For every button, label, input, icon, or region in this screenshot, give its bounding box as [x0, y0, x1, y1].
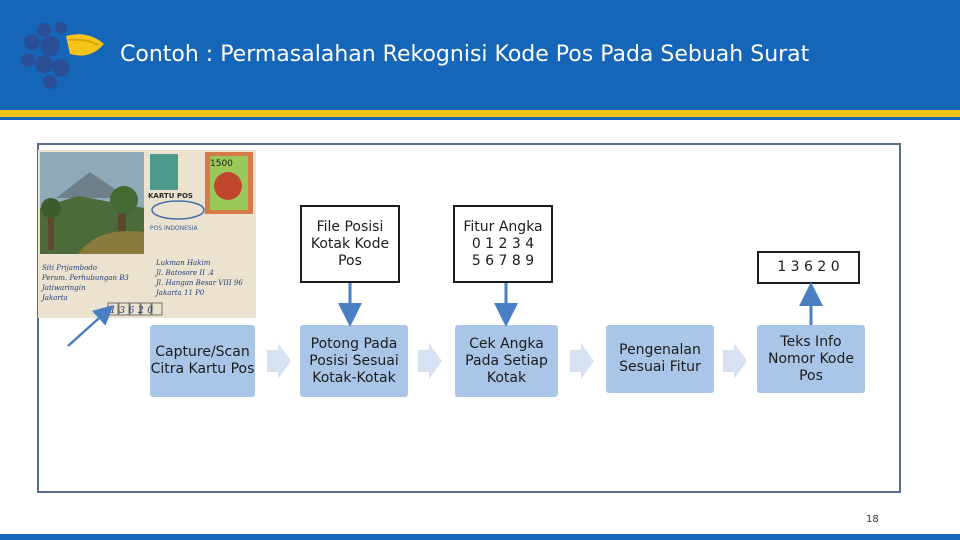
header-divider: [0, 117, 960, 120]
postcard-illustration: [38, 150, 256, 318]
step-output-box: [757, 325, 865, 393]
sender-line-2: Perum. Perhubungan B3: [42, 274, 129, 282]
sender-line-4: Jakarta: [42, 294, 68, 302]
input-file-posisi-box: [300, 205, 400, 283]
step-crop-box: [300, 325, 408, 397]
page-number: 18: [866, 514, 879, 525]
address-line-3: Jl. Hangan Besar VIII 96: [156, 279, 243, 287]
postcard-image: [38, 150, 256, 318]
zip-written: 13620: [110, 306, 157, 316]
step-recognize-label: Pengenalan Sesuai Fitur: [619, 342, 701, 375]
step-crop-label: Potong Pada Posisi Sesuai Kotak-Kotak: [309, 335, 399, 386]
step-output-label: Teks Info Nomor Kode Pos: [768, 333, 854, 384]
address-line-2: Jl. Batosore II .4: [156, 269, 214, 277]
header-accent-stripe: [0, 110, 960, 117]
address-line-4: Jakarta 11 P0: [156, 289, 205, 297]
input-fitur-angka-box: [453, 205, 553, 283]
postcard-header: KARTU POS: [148, 192, 193, 200]
step-recognize-box: [606, 325, 714, 393]
step-check-label: Cek Angka Pada Setiap Kotak: [465, 335, 548, 386]
postmark-text: POS INDONESIA: [150, 225, 198, 232]
page-title: Contoh : Permasalahan Rekognisi Kode Pos Pada Sebuah Surat: [120, 42, 810, 67]
sender-line-3: Jatiwaringin: [42, 284, 86, 292]
step-capture-box: [150, 325, 255, 397]
step-check-box: [455, 325, 558, 397]
fitur-digits-row1: 0 1 2 3 4: [471, 235, 535, 252]
logo-icon: [14, 18, 106, 90]
sender-line-1: Siti Prijambodo: [42, 264, 97, 272]
input-fitur-angka-label: Fitur Angka: [463, 218, 543, 235]
result-zip-label: 1 3 6 2 0: [777, 259, 840, 275]
result-zip-box: [757, 251, 860, 284]
stamp-value: 1500: [210, 159, 233, 169]
footer-bar: [0, 534, 960, 540]
fitur-digits-row2: 5 6 7 8 9: [471, 252, 535, 269]
input-file-posisi-label: File Posisi Kotak Kode Pos: [310, 218, 390, 269]
address-line-1: Lukman Hakim: [156, 259, 211, 267]
step-capture-label: Capture/Scan Citra Kartu Pos: [150, 344, 255, 377]
